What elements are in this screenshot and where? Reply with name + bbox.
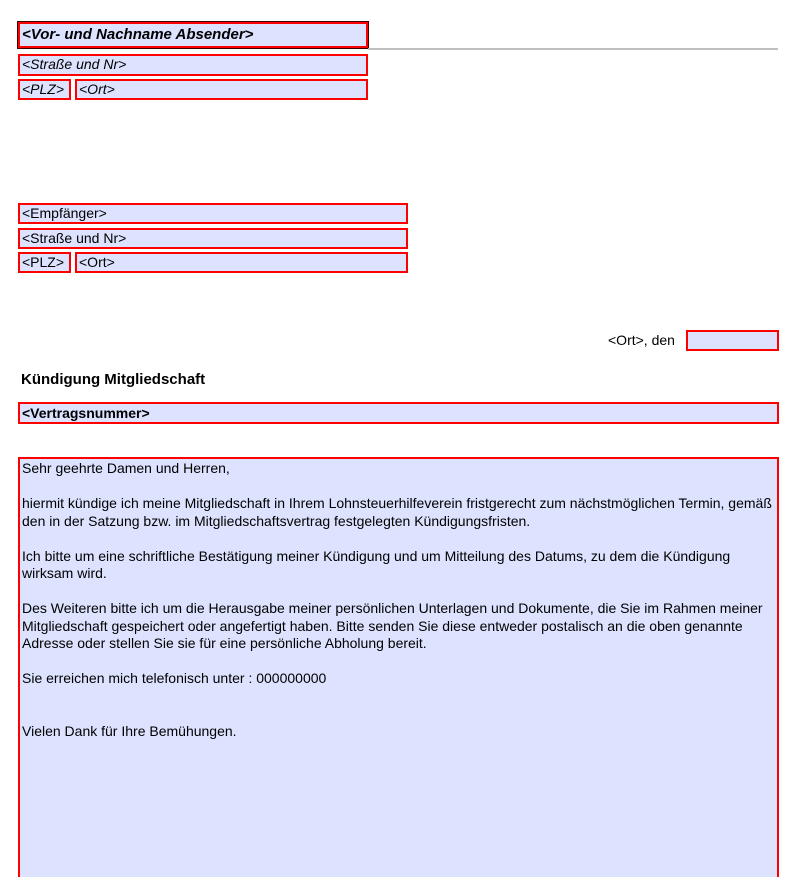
subject-heading: Kündigung Mitgliedschaft [21, 371, 206, 388]
recipient-zip-field[interactable]: <PLZ> [18, 252, 71, 273]
phone-line: Sie erreichen mich telefonisch unter : 000000000 [22, 670, 327, 686]
sender-city-field[interactable]: <Ort> [75, 79, 368, 100]
sender-street-field[interactable]: <Straße und Nr> [18, 54, 368, 76]
body-paragraph-3: Des Weiteren bitte ich um die Herausgabe meiner persönlichen Unterlagen und Dokumente, die Sie im Rahmen meiner Mitgliedschaft gespeichert oder angefertigt haben. Bitte senden Sie diese entweder postalisch an die oben genannte Adresse oder stellen Sie sie für eine persönliche Abholung bereit. [22, 600, 763, 651]
recipient-city-field[interactable]: <Ort> [75, 252, 408, 273]
closing-line: Vielen Dank für Ihre Bemühungen. [22, 722, 237, 739]
date-line-prefix: <Ort>, den [608, 332, 675, 348]
recipient-street-field[interactable]: <Straße und Nr> [18, 228, 408, 249]
salutation: Sehr geehrte Damen und Herren, [22, 460, 230, 476]
body-paragraph-2: Ich bitte um eine schriftliche Bestätigung meiner Kündigung und um Mitteilung des Datums, zu dem die Kündigung wirksam wird. [22, 547, 731, 581]
sender-separator-rule [368, 48, 778, 50]
date-field[interactable] [686, 330, 779, 351]
letter-body-field[interactable] [18, 457, 779, 877]
contract-number-field[interactable]: <Vertragsnummer> [18, 402, 779, 424]
sender-zip-field[interactable]: <PLZ> [18, 79, 71, 100]
sender-name-field[interactable]: <Vor- und Nachname Absender> [18, 22, 368, 48]
body-paragraph-1: hiermit kündige ich meine Mitgliedschaft in Ihrem Lohnsteuerhilfeverein fristgerecht zum nächstmöglichen Termin, gemäß den in der Satzung bzw. im Mitgliedschaftsvertrag festgelegten Kündigungsfristen. [22, 495, 772, 529]
recipient-name-field[interactable]: <Empfänger> [18, 203, 408, 224]
